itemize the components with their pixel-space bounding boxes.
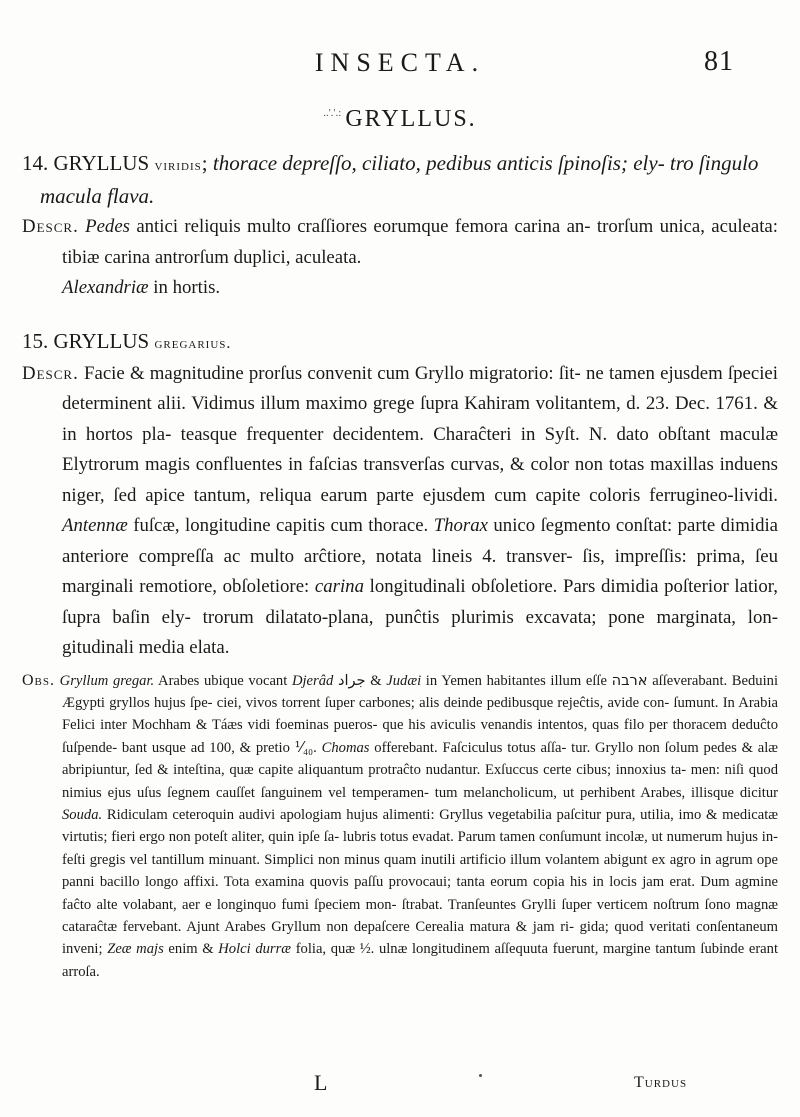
obs-text-8: folia, quæ ½. ulnæ longitudinem aſſequuta fuerunt, margine tantum ſubinde erant arroſa.	[62, 941, 779, 980]
entry-15-description	[22, 359, 778, 664]
page-number: 81	[704, 46, 734, 77]
descr-text: antici reliquis multo craſſiores eorumque femora carina an- trorſum unica, aculeata: tibiæ carina antrorſum duplici, aculeata.	[62, 216, 778, 268]
genus-heading: GRYLLUS.	[345, 106, 477, 132]
entry-number: 14.	[22, 151, 49, 175]
signature-mark: L	[314, 1070, 328, 1095]
entry-number: 15.	[22, 328, 49, 353]
entry-species: gregarius.	[154, 334, 232, 352]
descr-label: Descr.	[22, 216, 79, 237]
main-text	[22, 148, 778, 983]
obs-text-3: in Yemen habitantes illum eſſe	[425, 672, 607, 689]
entry-genus: GRYLLUS	[53, 328, 150, 353]
entry-14-locality	[22, 273, 778, 304]
obs-text-6: Ridiculam ceteroquin audivi apologiam hujus alimenti: Gryllus vegetabilia paſcitur pura, utilia, imo & medicatæ virtutis; fieri ergo non poteſt aliter, quin ipſe ſa- lubris totus evadat. Parum tamen conſumunt incolæ, ut numerum hujus in- feſti gregis vel tantillum minuant. Simplici non minus quam inutili artificio illum volantem abigunt ex agro in agrum ope panni bacillo longo affixi. Tota examina quovis paſſu provocaui; tanta eorum copia his in locis jam erat. Dum agmine faĉto alte volabant, aer e longinquo fumi ſpeciem mon- ſtrabat. Tranſeuntes Grylli ſuper verticem noſtrum ſono magnæ cataraĉtæ fervebant. Ajunt Arabes Gryllum non depaſcere Cerealia matura & jam ri- gida; quod veritati conſentaneum inveni;	[62, 806, 779, 958]
descr-term-antennae: Antennæ	[62, 515, 128, 536]
page-footer	[0, 1070, 800, 1100]
obs-name: Gryllum gregar.	[59, 672, 155, 689]
locality-text: in hortis.	[153, 277, 221, 298]
descr-term: Pedes	[85, 216, 130, 237]
descr-text-d: longitudinali obſoletiore. Pars dimidia poſterior latior, ſupra baſin ely- trorum dilatato-plana, punĉtis plurimis excavata; pone marginata, lon- gitudinali media elata.	[62, 576, 778, 658]
entry-14-heading: 14. GRYLLUS viridis; thorace depreſſo, ciliato, pedibus anticis ſpinoſis; ely- tro ſingulo macula flava.	[22, 151, 759, 208]
descr-text-c: unico ſegmento conſtat: parte dimidia anteriore compreſſa ac multo arĉtiore, notata lineis 4. transver- ſis, impreſſis: prima, ſeu marginali remotiore, obſoletiore:	[62, 515, 779, 597]
obs-holci: Holci durræ	[218, 941, 292, 958]
page-header	[0, 48, 800, 88]
entry-diagnosis: thorace depreſſo, ciliato, pedibus anticis ſpinoſis; ely- tro ſingulo macula flava.	[40, 151, 759, 208]
entry-15-heading	[22, 326, 778, 359]
observation-paragraph	[22, 670, 778, 984]
obs-text-5: offerebant. Faſciculus totus aſſa- tur. Gryllo non ſolum pedes & alæ abripiuntur, ſed & inteſtina, quæ capite aliquantum protraĉto nudantur. Exſuccus certe cibus; innoxius ta- men: niſi quod nimius ejus uſus ſegnem cauſſet ſanguinem vel temperamen- tum melancholicum, ut perhibent Arabes, illisque dicitur	[62, 739, 779, 801]
ink-speck	[479, 1074, 482, 1077]
obs-text-1: Arabes ubique vocant	[158, 672, 288, 689]
obs-judaei: Judæi	[386, 672, 422, 689]
obs-arabic-word: جراد	[337, 671, 366, 689]
descr-text-a: Facie & magnitudine prorſus convenit cum Gryllo migratorio: ſit- ne tamen ejusdem ſpeciei determinent alii. Vidimus illum maximo grege ſupra Kahiram volitantem, d. 23. Dec. 1761. & in hortos pla- teasque frequenter decidentem. Charaĉteri in Syſt. N. dato obſtant maculæ Elytrorum magis confluentes in faſcias transverſas curvas, & color non totas maxillas induens niger, ſed apice tantum, reliqua earum parte ejusdem cum capite coloris ferrugineo-lividi.	[62, 362, 778, 506]
obs-zeae: Zeæ majs	[107, 941, 164, 958]
obs-souda: Souda.	[62, 806, 103, 823]
obs-chomas: Chomas	[321, 739, 370, 756]
running-title: INSECTA.	[314, 48, 486, 77]
obs-djerad: Djerâd	[291, 672, 334, 689]
catchword: Turdus	[634, 1074, 688, 1091]
entry-species: viridis	[154, 157, 202, 174]
obs-hebrew-word: ארבה	[611, 671, 648, 689]
section-title	[0, 106, 800, 133]
obs-text-4: aſſeverabant. Beduini Ægypti gryllos hujus ſpe- ciei, vivos torrent ſuper carbones; alis deinde pedibusque rejeĉtis, avide con- ſumunt. In Arabia Felici inter Mochham & Táæs vidi foeminas pueros- que his aviculis venandis intentos, quas filo per thoracem deduĉto ſuſpende- bant usque ad 100, & pretio ⅟₄₀.	[62, 672, 779, 756]
obs-text-2: &	[370, 672, 382, 689]
descr-text-b: fuſcæ, longitudine capitis cum thorace.	[133, 515, 429, 536]
ink-mark: ..'.'.:	[323, 107, 342, 119]
obs-text-7: enim &	[168, 941, 214, 958]
entry-14-description	[22, 212, 778, 273]
entry-genus: GRYLLUS	[53, 151, 150, 175]
obs-label: Obs.	[22, 671, 56, 689]
descr-term-thorax: Thorax	[433, 515, 488, 536]
descr-term-carina: carina	[314, 576, 364, 597]
locality-name: Alexandriæ	[62, 277, 149, 298]
descr-label: Descr.	[22, 362, 79, 384]
